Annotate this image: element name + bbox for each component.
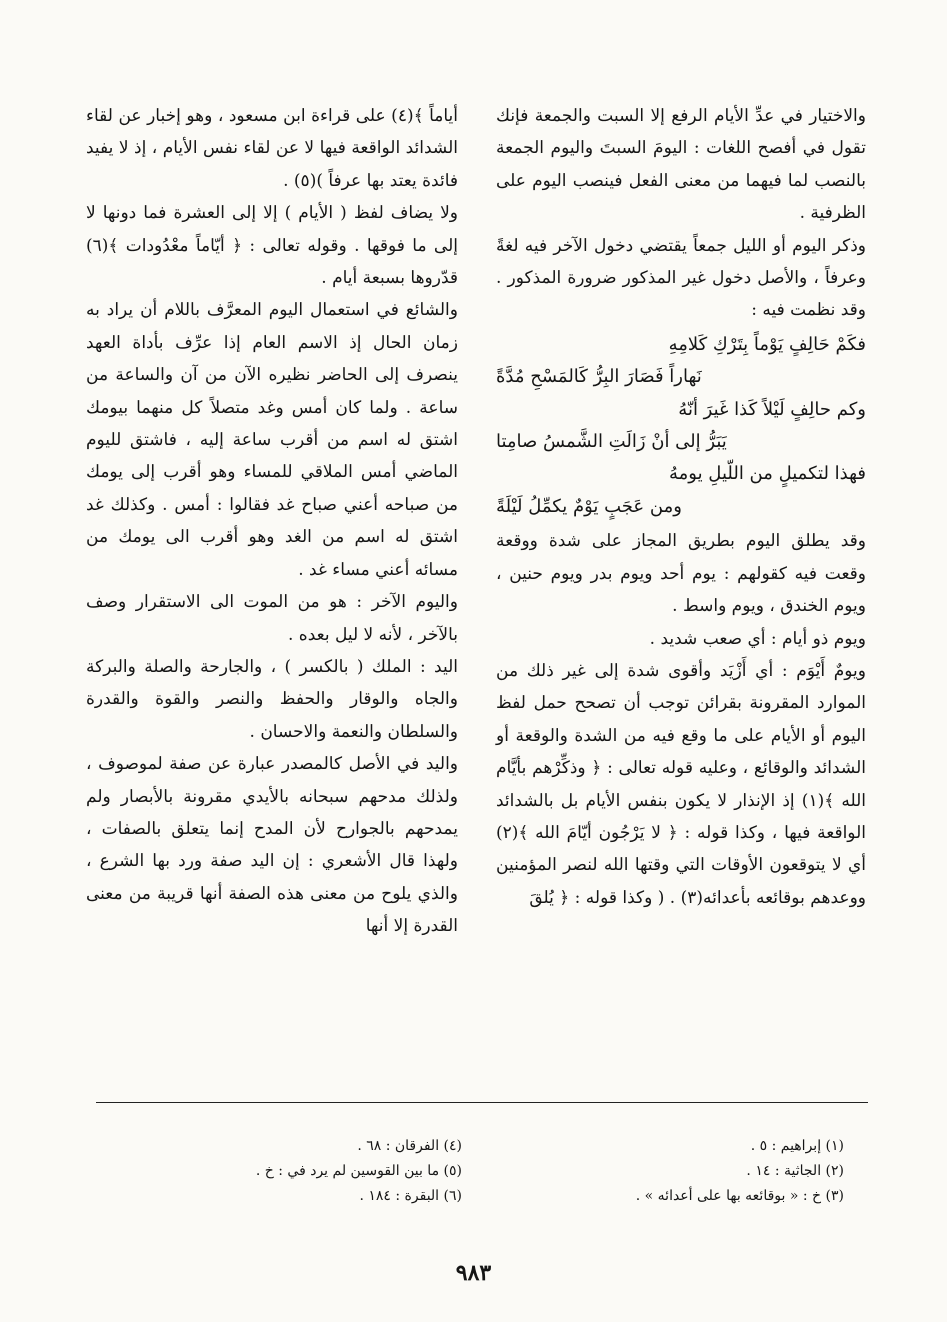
paragraph: اليد : الملك ( بالكسر ) ، والجارحة والصلة والبركة والجاه والوقار والحفظ والنصر والقوة والقدرة والسلطان والنعمة والاحسان .: [86, 656, 458, 742]
footnote: (٥) ما بين القوسين لم يرد في : خ .: [255, 1163, 462, 1179]
footnote: (٣) خ : « بوقائعه بها على أعدائه » .: [635, 1188, 844, 1204]
footnote: (٦) البقرة : ١٨٤ .: [359, 1188, 462, 1204]
paragraph: وقد يطلق اليوم بطريق المجاز على شدة ووقعة وقعت فيه كقولهم : يوم أحد ويوم بدر ويوم حنين ، ويوم الخندق ، ويوم واسط .: [496, 531, 866, 617]
footnote: (٤) الفرقان : ٦٨ .: [357, 1138, 462, 1154]
paragraph: واليوم الآخر : هو من الموت الى الاستقرار وصف بالآخر ، لأنه لا ليل بعده .: [86, 592, 458, 645]
poem-verse: نَهاراً فَصَارَ البِرُّ كَالمَسْحِ مُدَّةً: [496, 366, 702, 388]
footnote: (١) إبراهيم : ٥ .: [750, 1138, 844, 1154]
paragraph: ويوم ذو أيام : أي صعب شديد .: [649, 628, 866, 649]
poem-verse: فكَمْ حَالِفٍ يَوْماً بِتَرْكِ كَلامِهِ: [668, 333, 866, 355]
paragraph: والشائع في استعمال اليوم المعرَّف باللام أن يراد به زمان الحال إذ الاسم العام إذا عرِّف بأداة العهد ينصرف إلى الحاضر نظيره الآن من آن والساعة من ساعة . ولما كان أمس وغد متصلاً كل منهما بيومك اشتق له اسم من أقرب ساعة إليه ، فاشتق لليوم الماضي أمس الملاقي للمساء وهو أقرب إلى يومك من صباحه أعني صباح غد فقالوا : أمس . وكذلك غد اشتق له اسم من الغد وهو أقرب الى يومك من مسائه أعني مساء غد .: [86, 300, 458, 580]
paragraph: أياماً ﴾(٤) على قراءة ابن مسعود ، وهو إخبار عن لقاء الشدائد الواقعة فيها لا عن لقاء نفس الأيام ، إذ لا يفيد فائدة يعتد بها عرفاً )(٥) .: [86, 106, 458, 191]
poem-verse: يَبَرُّ إلى أنْ زَالَتِ الشَّمسُ صامِتا: [496, 431, 727, 453]
footnotes-left: [210, 1134, 462, 1209]
footnote: (٢) الجاثية : ١٤ .: [746, 1163, 844, 1179]
paragraph: واليد في الأصل كالمصدر عبارة عن صفة لموصوف ، ولذلك مدحهم سبحانه بالأيدي مقرونة بالأبصار ولم يمدحهم بالجوارح لأن المدح إنما يتعلق بالصفات ، ولهذا قال الأشعري : إن اليد صفة ورد بها الشرع ، والذي يلوح من معنى هذه الصفة أنها قريبة من معنى القدرة إلا أنها: [86, 754, 458, 937]
page-number: ٩٨٣: [455, 1260, 492, 1286]
poem-verse: ومن عَجَبٍ يَوْمٌ يكمِّلُ لَيْلَةً: [496, 495, 682, 517]
poem-block: [496, 329, 866, 523]
paragraph: ولا يضاف لفظ ( الأيام ) إلا إلى العشرة فما دونها لا إلى ما فوقها . وقوله تعالى : ﴿ أيّاماً معْدُودات ﴾(٦) قدّروها بسبعة أيام .: [86, 203, 458, 289]
paragraph: ويومٌ أَيْوَم : أي أَزْيَد وأقوى شدة إلى غير ذلك من الموارد المقرونة بقرائن توجب أن تصحح حمل لفظ اليوم أو الأيام على ما وقع فيه من الشدة والوقعة أو الشدائد والوقائع ، وعليه قوله تعالى : ﴿ وذكِّرْهم بأيَّام الله ﴾(١) إذ الإنذار لا يكون بنفس الأيام بل بالشدائد الواقعة فيها ، وكذا قوله : ﴿ لا يَرْجُون أيّامَ الله ﴾(٢) أي لا يتوقعون الأوقات التي وقتها الله لنصر المؤمنين ووعدهم بوقائعه بأعدائه(٣) . ( وكذا قوله : ﴿ يُلقَ: [496, 660, 866, 908]
paragraph: وذكر اليوم أو الليل جمعاً يقتضي دخول الآخر فيه لغةً وعرفاً ، والأصل دخول غير المذكور ضرورة المذكور . وقد نظمت فيه :: [496, 235, 866, 321]
footnote-divider: [96, 1102, 868, 1103]
footnotes-right: [620, 1134, 844, 1209]
left-text-column: [86, 100, 458, 943]
poem-verse: فهذا لتكميلٍ من اللّيلِ يومهُ: [668, 463, 866, 485]
paragraph: والاختيار في عدِّ الأيام الرفع إلا السبت والجمعة فإنك تقول في أفصح اللغات : اليومَ السبتَ واليوم الجمعة بالنصب لما فيهما من معنى الفعل فينصب اليوم على الظرفية .: [496, 106, 866, 224]
poem-verse: وكم حالِفٍ لَيْلاً كَذا غَيرَ أنّهُ: [678, 398, 866, 420]
right-text-column: [496, 100, 866, 914]
